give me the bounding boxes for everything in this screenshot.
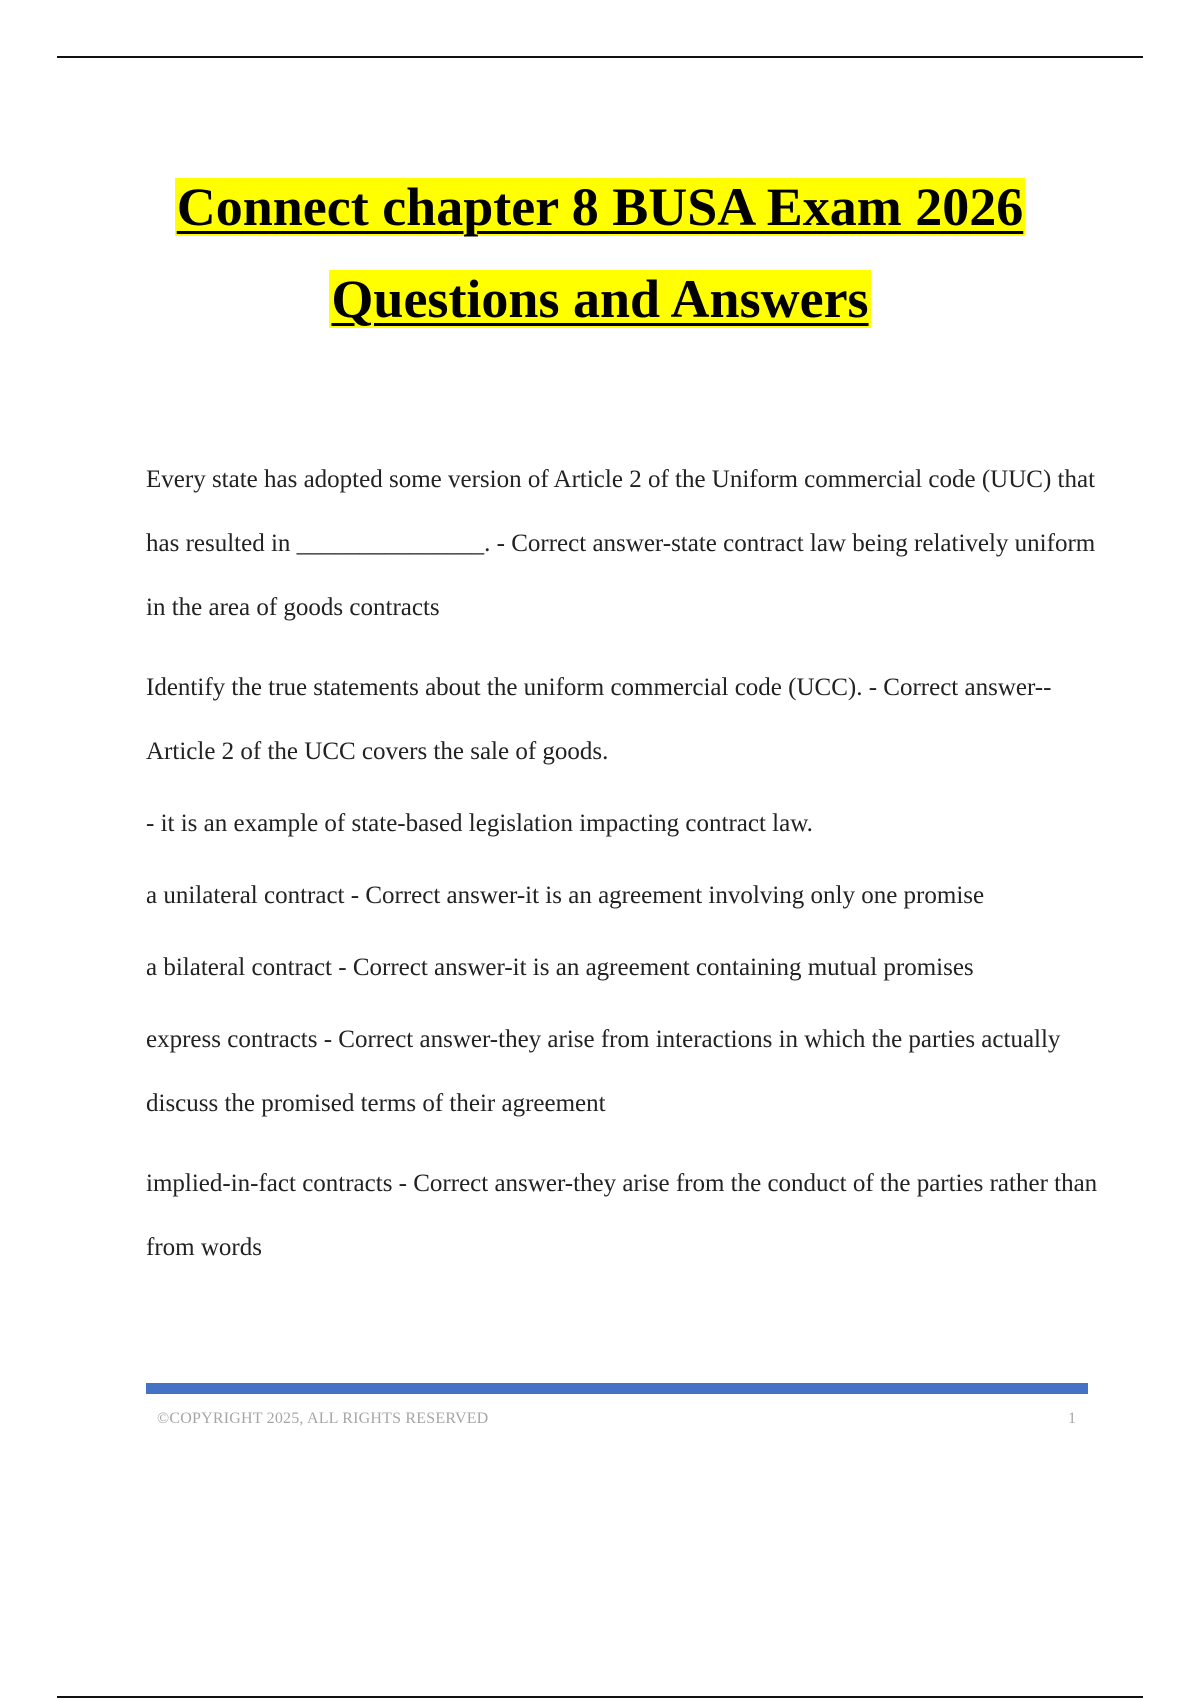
qa-paragraph-7: implied-in-fact contracts - Correct answer-they arise from the conduct of the parties rather than from words [146, 1170, 1098, 1261]
page-number: 1 [1068, 1410, 1076, 1427]
title-line-1: Connect chapter 8 BUSA Exam 2026 [176, 177, 1024, 237]
footer-copyright: ©COPYRIGHT 2025, ALL RIGHTS RESERVED [157, 1410, 489, 1427]
bottom-rule [57, 1696, 1143, 1698]
document-body [146, 448, 1106, 1296]
title-line-2: Questions and Answers [331, 269, 869, 329]
qa-paragraph-6: express contracts - Correct answer-they arise from interactions in which the parties actually discuss the promised terms of their agreement [146, 1026, 1061, 1117]
qa-paragraph-1: Every state has adopted some version of Article 2 of the Uniform commercial code (UUC) that has resulted in _______________. - Correct answer-state contract law being relatively uniform in the area of goods contracts [146, 466, 1096, 621]
qa-paragraph-2: Identify the true statements about the uniform commercial code (UCC). - Correct answer-- Article 2 of the UCC covers the sale of goods. [146, 674, 1052, 765]
footer-bar [146, 1383, 1088, 1394]
qa-paragraph-4: a unilateral contract - Correct answer-it is an agreement involving only one promise [146, 882, 985, 909]
qa-paragraph-3: - it is an example of state-based legislation impacting contract law. [146, 810, 813, 837]
qa-paragraph-5: a bilateral contract - Correct answer-it is an agreement containing mutual promises [146, 954, 974, 981]
document-title [0, 178, 1200, 328]
header-rule [57, 56, 1143, 58]
